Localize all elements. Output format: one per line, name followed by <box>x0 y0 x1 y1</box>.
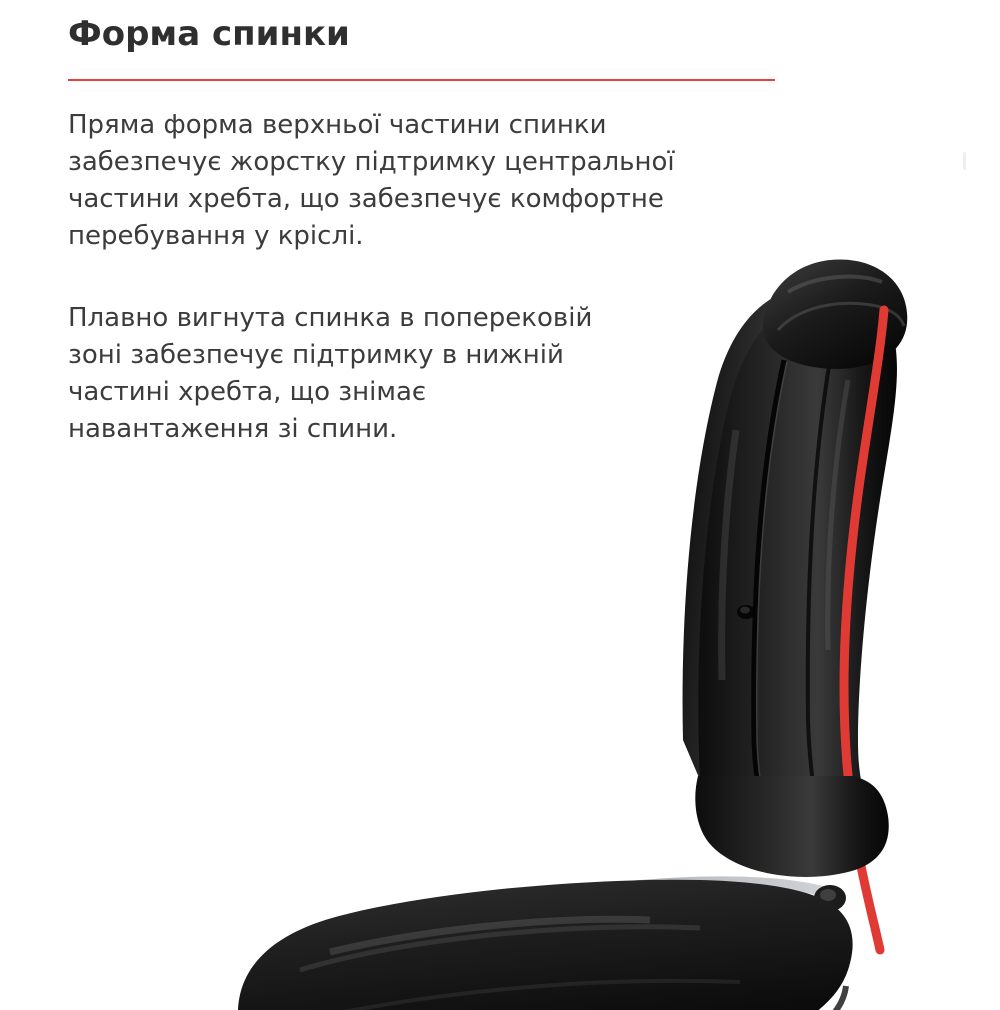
edge-artifact <box>963 152 966 170</box>
paragraph-backrest-upper: Пряма форма верхньої частини спинки забезпечує жорстку підтримку центральної частини хребта, що забезпечує комфортне перебування у кріслі. <box>68 109 675 251</box>
page-title: Форма спинки <box>68 14 350 54</box>
title-underline-divider <box>68 79 775 81</box>
text-content <box>68 0 788 448</box>
paragraph-lumbar-support: Плавно вигнута спинка в поперековій зоні забезпечує підтримку в нижній частині хребта, що знімає навантаження зі спини. <box>68 303 593 445</box>
